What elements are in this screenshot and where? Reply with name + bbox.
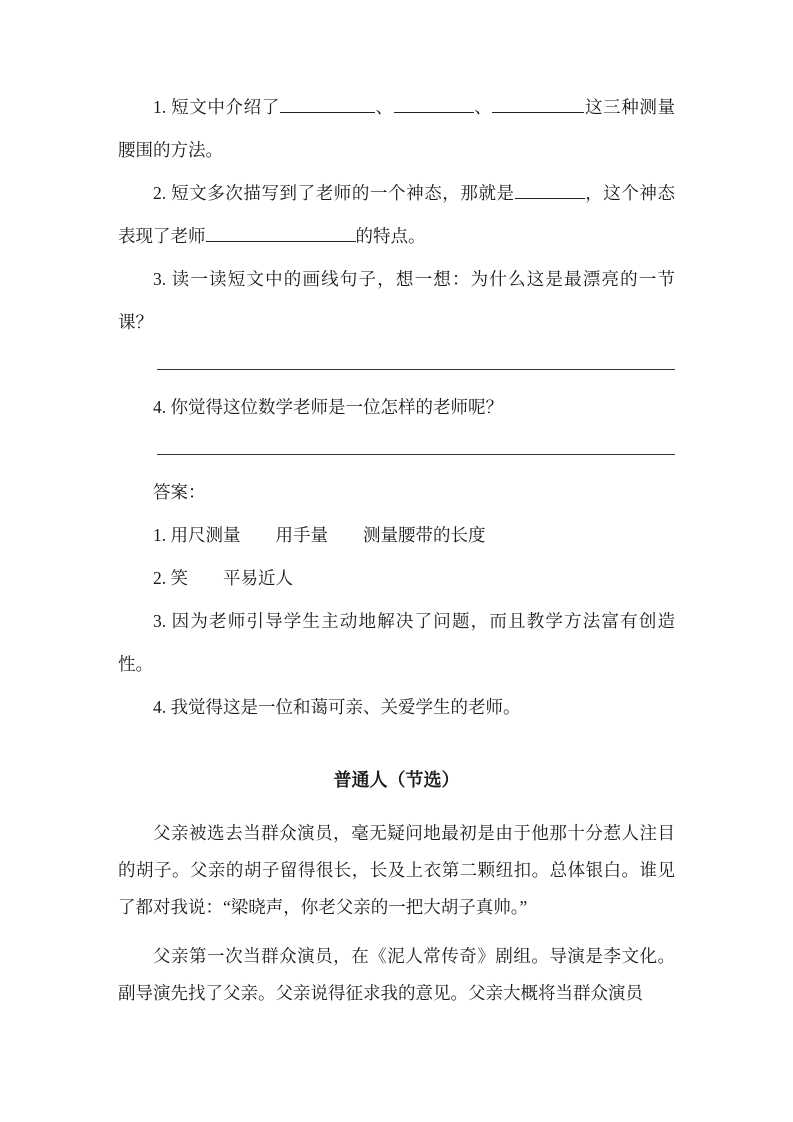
text-run: 3. 读一读短文中的画线句子，想一想：为什么这是最漂亮的一节课？: [118, 269, 675, 332]
question-line: [118, 471, 675, 514]
text-run: 1. 用尺测量 用手量 测量腰带的长度: [153, 525, 486, 545]
passage-section: [118, 815, 675, 1012]
text-run: 4. 你觉得这位数学老师是一位怎样的老师呢？: [153, 397, 503, 417]
passage-paragraph: 父亲被选去当群众演员，毫无疑问地最初是由于他那十分惹人注目的胡子。父亲的胡子留得很长，长及上衣第二颗纽扣。总体银白。谁见了都对我说：“梁晓声，你老父亲的一把大胡子真帅。”: [118, 823, 675, 917]
question-line: [118, 514, 675, 557]
text-run: 1. 短文中介绍了: [153, 97, 280, 117]
question-line: [118, 86, 675, 172]
blank-underline: [206, 227, 356, 242]
blank-underline: [492, 98, 584, 113]
question-line: [118, 600, 675, 686]
text-run: 这三种测量腰围的方法。: [118, 97, 675, 160]
question-line: [118, 686, 675, 729]
text-run: 2. 笑 平易近人: [153, 568, 293, 588]
question-line: [118, 557, 675, 600]
text-run: 2. 短文多次描写到了老师的一个神态，那就是: [153, 183, 515, 203]
question-line: [118, 172, 675, 258]
passage-title: 普通人（节选）: [333, 770, 460, 790]
passage-paragraph: 父亲第一次当群众演员，在《泥人常传奇》剧组。导演是李文化。副导演先找了父亲。父亲说得征求我的意见。父亲大概将当群众演员: [118, 946, 675, 1003]
blank-underline: [515, 184, 585, 199]
text-run: ，这个神态表现了老师: [118, 183, 676, 246]
blank-underline: [280, 98, 375, 113]
text-run: 答案：: [153, 482, 206, 502]
blank-underline: [394, 98, 474, 113]
text-run: 的特点。: [355, 226, 426, 246]
questions-section: [118, 86, 675, 729]
text-run: 、: [374, 97, 394, 117]
text-run: 4. 我觉得这是一位和蔼可亲、关爱学生的老师。: [153, 697, 521, 717]
text-run: 3. 因为老师引导学生主动地解决了问题，而且教学方法富有创造性。: [118, 611, 675, 674]
answer-line: [157, 344, 676, 370]
answer-line: [157, 429, 676, 455]
text-run: 、: [473, 97, 493, 117]
question-line: [118, 258, 675, 344]
question-line: [118, 386, 675, 429]
